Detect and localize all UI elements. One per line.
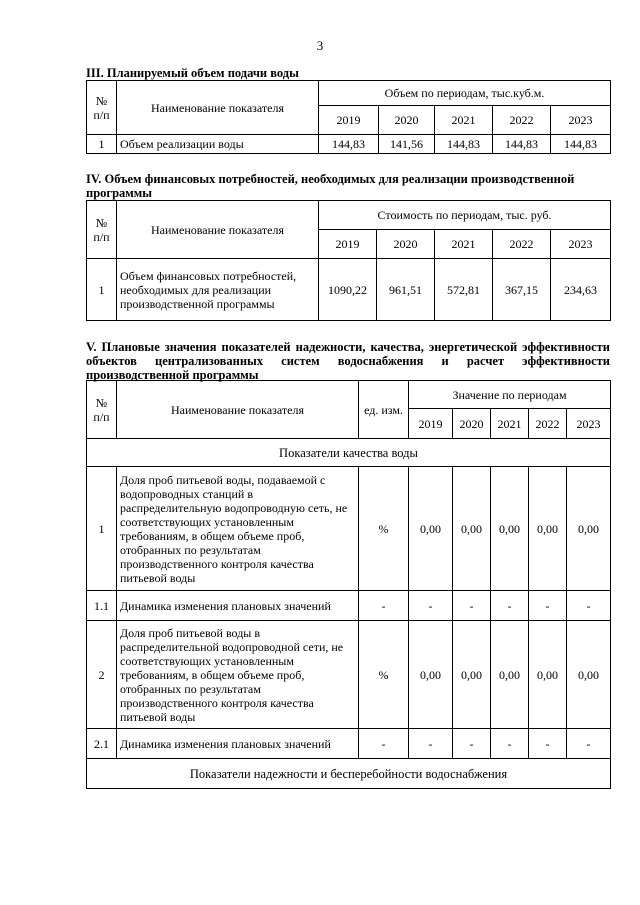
financial-needs-table [86, 200, 611, 321]
number-header: № п/п [87, 381, 117, 439]
indicator-name-header: Наименование показателя [117, 81, 319, 135]
value-cell: - [567, 729, 611, 759]
indicator-name: Динамика изменения плановых значений [117, 591, 359, 621]
number-header: № п/п [87, 201, 117, 259]
row-number: 1.1 [87, 591, 117, 621]
table-row [87, 259, 611, 321]
quality-indicators-subheader: Показатели качества воды [87, 439, 611, 467]
value-cell: 234,63 [551, 259, 611, 321]
value-cell: - [453, 729, 491, 759]
year-header: 2021 [491, 409, 529, 439]
year-header: 2020 [377, 230, 435, 259]
period-group-header: Значение по периодам [409, 381, 611, 409]
value-cell: - [453, 591, 491, 621]
section-3-title: III. Планируемый объем подачи воды [86, 66, 299, 80]
year-header: 2023 [551, 106, 611, 135]
value-cell: 144,83 [551, 135, 611, 154]
page-number: 3 [316, 38, 324, 53]
value-cell: 0,00 [409, 621, 453, 729]
indicator-name: Динамика изменения плановых значений [117, 729, 359, 759]
value-cell: 0,00 [567, 621, 611, 729]
row-number: 1 [87, 259, 117, 321]
row-number: 2 [87, 621, 117, 729]
value-cell: 0,00 [529, 621, 567, 729]
value-cell: 144,83 [319, 135, 379, 154]
period-group-header: Стоимость по периодам, тыс. руб. [319, 201, 611, 230]
year-header: 2023 [551, 230, 611, 259]
value-cell: - [567, 591, 611, 621]
indicator-name: Объем финансовых потребностей, необходимых для реализации производственной программы [117, 259, 319, 321]
value-cell: 367,15 [493, 259, 551, 321]
indicator-name: Доля проб питьевой воды, подаваемой с водопроводных станций в распределительную водопроводную сеть, не соответствующих установленным требованиям, в общем объеме проб, отобранных по результатам производственного контроля качества питьевой воды [117, 467, 359, 591]
year-header: 2021 [435, 230, 493, 259]
value-cell: 0,00 [453, 467, 491, 591]
year-header: 2022 [493, 106, 551, 135]
year-header: 2021 [435, 106, 493, 135]
value-cell: 141,56 [379, 135, 435, 154]
unit-cell: % [359, 467, 409, 591]
table-row [87, 621, 611, 729]
water-supply-volume-table [86, 80, 611, 154]
value-cell: 572,81 [435, 259, 493, 321]
value-cell: 0,00 [491, 467, 529, 591]
row-number: 2.1 [87, 729, 117, 759]
year-header: 2019 [319, 230, 377, 259]
table-row [87, 467, 611, 591]
unit-cell: - [359, 591, 409, 621]
section-5-title: V. Плановые значения показателей надежности, качества, энергетической эффективности объектов централизованных систем водоснабжения и расчет эффективности производственной программы [86, 340, 610, 382]
value-cell: - [409, 591, 453, 621]
table-row [87, 135, 611, 154]
value-cell: - [409, 729, 453, 759]
value-cell: 0,00 [409, 467, 453, 591]
year-header: 2020 [453, 409, 491, 439]
indicator-name: Доля проб питьевой воды в распределительной водопроводной сети, не соответствующих установленным требованиям, в общем объеме проб, отобранных по результатам производственного контроля качества питьевой воды [117, 621, 359, 729]
value-cell: - [529, 729, 567, 759]
value-cell: 144,83 [493, 135, 551, 154]
period-group-header: Объем по периодам, тыс.куб.м. [319, 81, 611, 106]
value-cell: 1090,22 [319, 259, 377, 321]
value-cell: 961,51 [377, 259, 435, 321]
value-cell: 0,00 [453, 621, 491, 729]
year-header: 2019 [319, 106, 379, 135]
year-header: 2022 [493, 230, 551, 259]
year-header: 2023 [567, 409, 611, 439]
value-cell: 0,00 [567, 467, 611, 591]
table-row [87, 729, 611, 759]
unit-cell: - [359, 729, 409, 759]
value-cell: 0,00 [529, 467, 567, 591]
value-cell: - [529, 591, 567, 621]
indicator-name-header: Наименование показателя [117, 381, 359, 439]
section-4-title: IV. Объем финансовых потребностей, необходимых для реализации производственной программы [86, 172, 575, 200]
row-number: 1 [87, 135, 117, 154]
value-cell: - [491, 591, 529, 621]
row-number: 1 [87, 467, 117, 591]
indicator-name: Объем реализации воды [117, 135, 319, 154]
table-row [87, 591, 611, 621]
unit-cell: % [359, 621, 409, 729]
value-cell: 144,83 [435, 135, 493, 154]
reliability-indicators-subheader: Показатели надежности и бесперебойности водоснабжения [87, 759, 611, 789]
year-header: 2019 [409, 409, 453, 439]
year-header: 2022 [529, 409, 567, 439]
value-cell: - [491, 729, 529, 759]
reliability-quality-table [86, 380, 611, 789]
value-cell: 0,00 [491, 621, 529, 729]
number-header: № п/п [87, 81, 117, 135]
indicator-name-header: Наименование показателя [117, 201, 319, 259]
unit-header: ед. изм. [359, 381, 409, 439]
year-header: 2020 [379, 106, 435, 135]
